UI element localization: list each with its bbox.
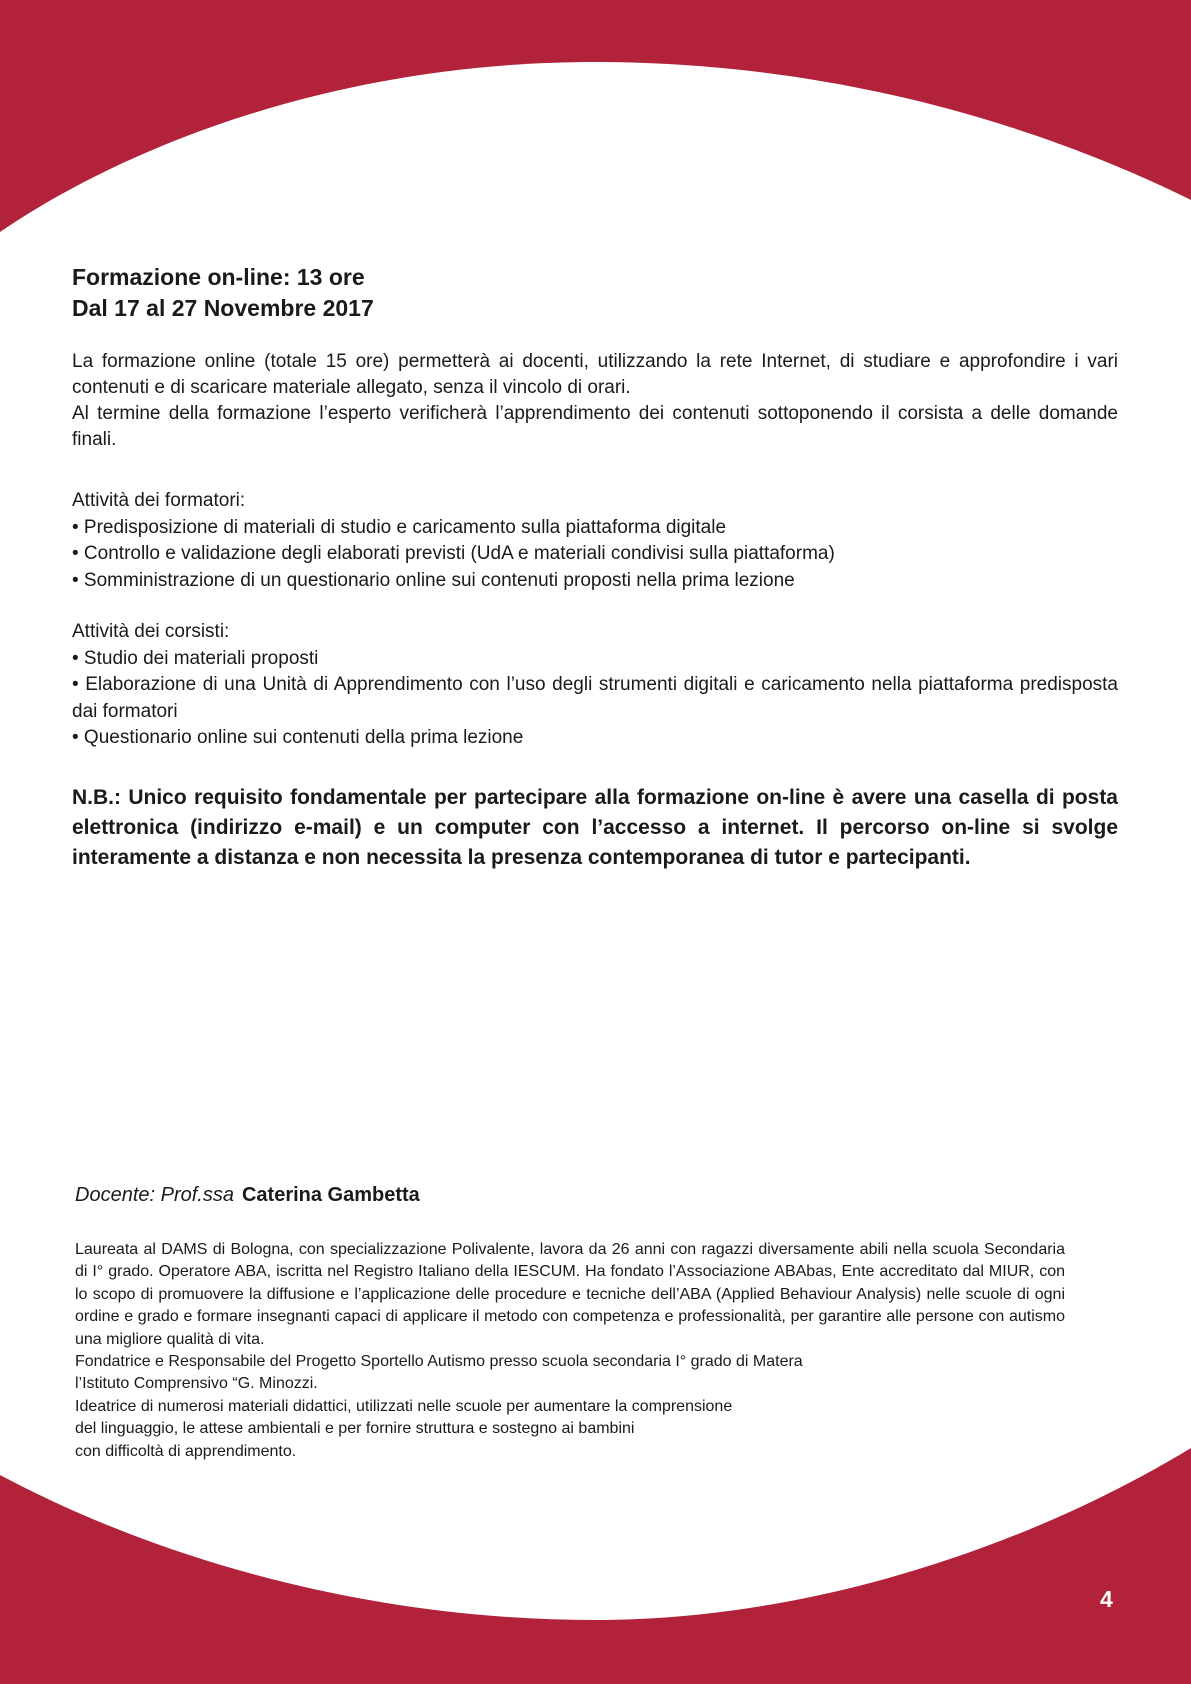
page-number: 4 (1100, 1586, 1113, 1612)
list-item: • Elaborazione di una Unità di Apprendimento con l’uso degli strumenti digitali e caricamento nella piattaforma predisposta dai formatori (72, 674, 1118, 722)
trainer-activities-title: Attività dei formatori: (72, 490, 246, 511)
teacher-role: Docente: Prof.ssa (75, 1184, 234, 1206)
bio-line: con difficoltà di apprendimento. (75, 1442, 297, 1460)
teacher-line (75, 1182, 420, 1208)
trainer-activities (72, 488, 1118, 594)
trainer-activities-list (72, 515, 1118, 595)
intro-paragraph-1: La formazione online (totale 15 ore) permetterà ai docenti, utilizzando la rete Internet, di studiare e approfondire i vari contenuti e di scaricare materiale allegato, senza il vincolo di orari. (72, 351, 1118, 398)
nb-text: N.B.: Unico requisito fondamentale per partecipare alla formazione on-line è avere una casella di posta elettronica (indirizzo e-mail) e un computer con l’accesso a internet. Il percorso on-line si svolge interamente a distanza e non necessita la presenza contemporanea di tutor e partecipanti. (72, 786, 1118, 869)
heading-title: Formazione on-line: 13 ore (72, 264, 365, 290)
intro-section (72, 349, 1118, 453)
nb-notice (72, 783, 1118, 873)
bio-line: Fondatrice e Responsabile del Progetto Sportello Autismo presso scuola secondaria I° grado di Matera (75, 1353, 803, 1371)
bio-line: del linguaggio, le attese ambientali e per fornire struttura e sostegno ai bambini (75, 1420, 635, 1438)
participant-activities-list (72, 646, 1118, 752)
bio-paragraph: Laureata al DAMS di Bologna, con specializzazione Polivalente, lavora da 26 anni con ragazzi diversamente abili nella scuola Secondaria di I° grado. Operatore ABA, iscritta nel Registro Italiano della IESCUM. Ha fondato l’Associazione ABAbas, Ente accreditato dal MIUR, con lo scopo di promuovere la diffusione e l’applicazione delle procedure e tecniche dell’ABA (Applied Behaviour Analysis) nelle scuole di ogni ordine e grado e formare insegnanti capaci di applicare il metodo con competenza e professionalità, per garantire alle persone con autismo una migliore qualità di vita. (75, 1241, 1065, 1348)
heading-dates: Dal 17 al 27 Novembre 2017 (72, 295, 374, 321)
bio-line: Ideatrice di numerosi materiali didattici, utilizzati nelle scuole per aumentare la comprensione (75, 1397, 733, 1415)
participant-activities (72, 619, 1118, 752)
list-item: • Studio dei materiali proposti (72, 647, 319, 669)
list-item: • Controllo e validazione degli elaborati previsti (UdA e materiali condivisi sulla piattaforma) (72, 543, 835, 564)
intro-paragraph-2: Al termine della formazione l’esperto verificherà l’apprendimento dei contenuti sottoponendo il corsista a delle domande finali. (72, 403, 1118, 450)
heading-block (72, 262, 1122, 324)
teacher-bio (75, 1239, 1065, 1463)
list-item: • Predisposizione di materiali di studio e caricamento sulla piattaforma digitale (72, 516, 727, 538)
bio-line: l’Istituto Comprensivo “G. Minozzi. (75, 1375, 318, 1393)
list-item: • Somministrazione di un questionario online sui contenuti proposti nella prima lezione (72, 569, 795, 591)
list-item: • Questionario online sui contenuti della prima lezione (72, 727, 524, 748)
teacher-name: Caterina Gambetta (241, 1184, 420, 1206)
participant-activities-title: Attività dei corsisti: (72, 621, 230, 642)
